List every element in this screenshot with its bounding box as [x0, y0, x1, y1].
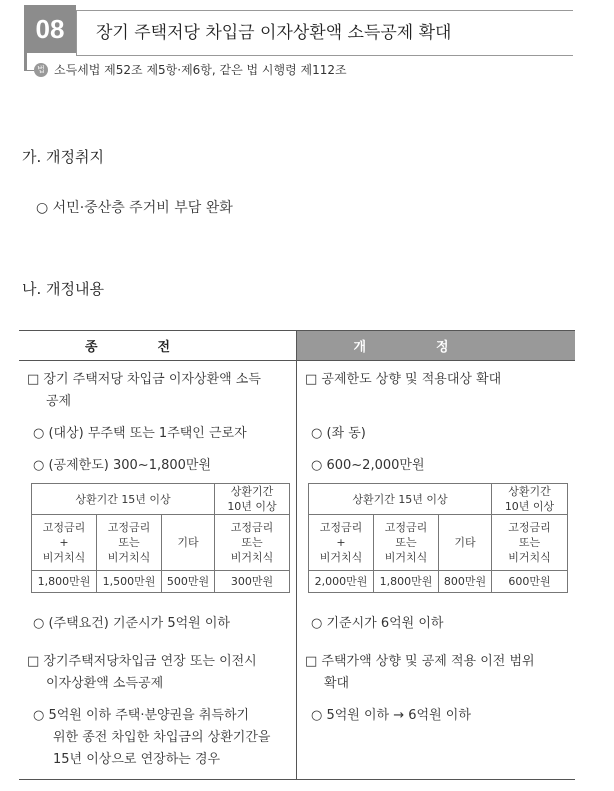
section-number-badge [24, 5, 76, 53]
right-mini-v4: 600만원 [492, 571, 568, 593]
page-title: 장기 주택저당 차입금 이자상환액 소득공제 확대 [96, 23, 452, 43]
table-header-before: 종전 [19, 331, 296, 361]
left-cond2: 위한 종전 차입한 차입금의 상환기간을 [53, 730, 271, 745]
left-mini-h1: 상환기간 15년 이상 [32, 484, 215, 515]
left-mini-v2: 1,500만원 [97, 571, 162, 593]
right-item2: □ 주택가액 상향 및 공제 적용 이전 범위 [305, 654, 535, 669]
right-mini-c4: 고정금리 또는 비거치식 [492, 515, 568, 571]
law-reference-text: 소득세법 제52조 제5항·제6항, 같은 법 시행령 제112조 [54, 63, 347, 77]
right-limit-table [308, 483, 568, 593]
left-mini-v3: 500만원 [162, 571, 215, 593]
table-header-after: 개정 [297, 331, 575, 361]
law-connector [26, 70, 34, 71]
left-cond3: 15년 이상으로 연장하는 경우 [53, 752, 221, 767]
left-mini-c3: 기타 [162, 515, 215, 571]
left-mini-c4: 고정금리 또는 비거치식 [215, 515, 290, 571]
right-mini-v1: 2,000만원 [309, 571, 374, 593]
right-item1: □ 공제한도 상향 및 적용대상 확대 [305, 372, 502, 387]
left-item1-cont: 공제 [46, 394, 72, 409]
left-housing: ○ (주택요건) 기준시가 5억원 이하 [33, 616, 230, 631]
comparison-table [19, 330, 575, 780]
right-target: ○ (좌 동) [311, 426, 366, 441]
law-reference [34, 61, 347, 78]
section-number: 08 [35, 13, 65, 44]
right-cond1: ○ 5억원 이하 → 6억원 이하 [311, 708, 471, 723]
section-a-heading: 가. 개정취지 [22, 148, 104, 166]
right-mini-v3: 800만원 [439, 571, 492, 593]
left-mini-h2: 상환기간 10년 이상 [215, 484, 290, 515]
right-limit: ○ 600~2,000만원 [311, 458, 425, 473]
left-mini-v4: 300만원 [215, 571, 290, 593]
left-mini-c2: 고정금리 또는 비거치식 [97, 515, 162, 571]
left-limit: ○ (공제한도) 300~1,800만원 [33, 458, 212, 473]
column-divider [296, 331, 297, 779]
right-mini-c3: 기타 [439, 515, 492, 571]
left-mini-v1: 1,800만원 [32, 571, 97, 593]
left-target: ○ (대상) 무주택 또는 1주택인 근로자 [33, 426, 247, 441]
left-mini-c1: 고정금리 + 비거치식 [32, 515, 97, 571]
right-mini-h1: 상환기간 15년 이상 [309, 484, 492, 515]
left-cond1: ○ 5억원 이하 주택·분양권을 취득하기 [33, 708, 250, 723]
left-item1: □ 장기 주택저당 차입금 이자상환액 소득 [27, 372, 261, 387]
section-b-heading: 나. 개정내용 [22, 280, 104, 298]
badge-connector [24, 53, 27, 71]
section-a-bullet: ○ 서민·중산층 주거비 부담 완화 [36, 200, 233, 216]
left-item2-cont: 이자상환액 소득공제 [46, 676, 164, 691]
right-mini-c2: 고정금리 또는 비거치식 [374, 515, 439, 571]
right-housing: ○ 기준시가 6억원 이하 [311, 616, 444, 631]
right-mini-v2: 1,800만원 [374, 571, 439, 593]
right-item2-cont: 확대 [324, 676, 350, 691]
left-limit-table [31, 483, 290, 593]
right-mini-h2: 상환기간 10년 이상 [492, 484, 568, 515]
law-icon: 법 [34, 63, 48, 77]
right-mini-c1: 고정금리 + 비거치식 [309, 515, 374, 571]
left-item2: □ 장기주택저당차입금 연장 또는 이전시 [27, 654, 257, 669]
